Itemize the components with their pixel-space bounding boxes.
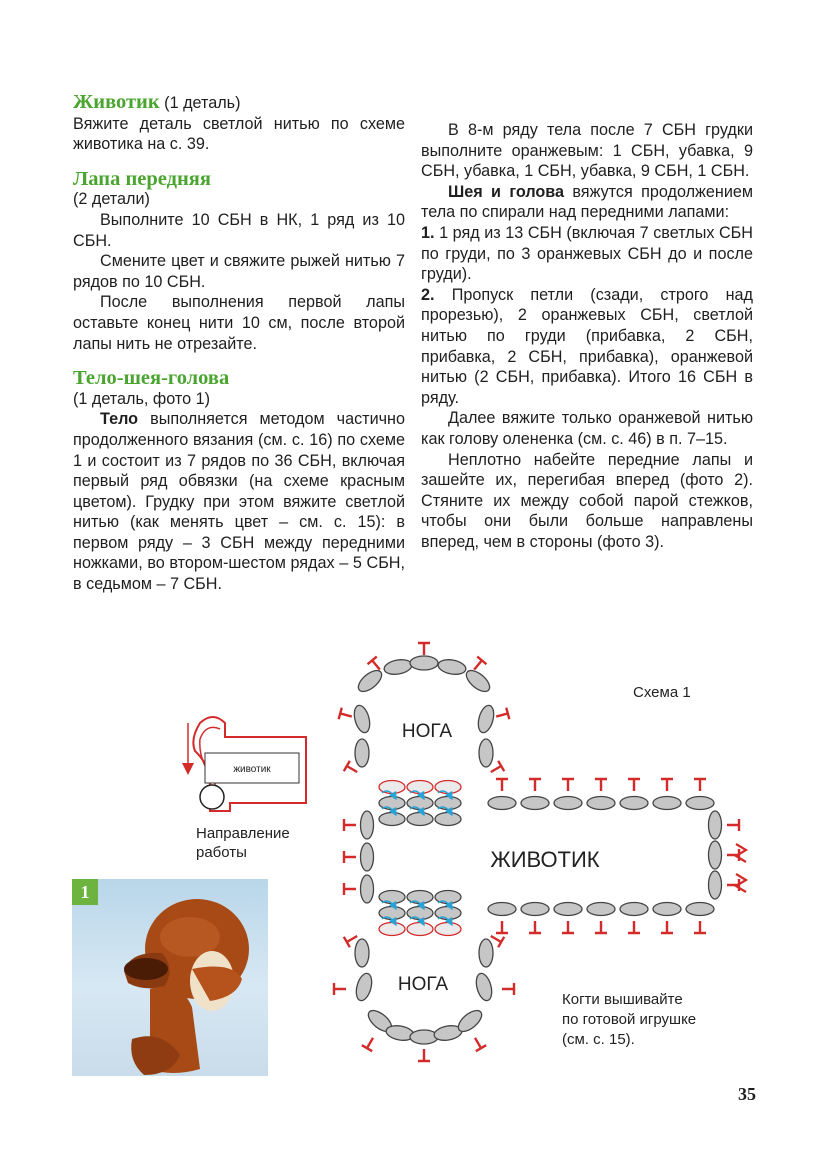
- top-leg-stitch: [355, 739, 369, 767]
- lower-grid-stitch: [379, 923, 405, 936]
- step-1-text: 1 ряд из 13 СБН (включая 7 светлых СБН по груди, по 3 оранжевых СБН до и после груди).: [421, 223, 753, 284]
- belly-bottom-stitch: [686, 903, 714, 916]
- claws-caption-line-3: (см. с. 15).: [562, 1031, 635, 1048]
- step-2: [421, 285, 753, 409]
- bottom-leg-stitch: [474, 972, 495, 1003]
- mini-belly-label: животик: [233, 764, 271, 775]
- leg-label-bottom: НОГА: [397, 974, 449, 995]
- top-leg-edge-stitch: [418, 643, 430, 655]
- left-side-stitch: [361, 875, 374, 903]
- left-side-edge-stitch: [344, 819, 356, 831]
- stuff-paragraph: Неплотно набейте передние лапы и зашейте их, перегибая вперед (фото 2). Стяните их между собой парой стежков, чтобы они были больше направлены вперед, чем в стороны (фото 3).: [421, 450, 753, 551]
- belly-top-stitch: [620, 797, 648, 810]
- claws-caption-line-2: по готовой игрушке: [562, 1011, 697, 1028]
- belly-bottom-stitch: [620, 903, 648, 916]
- left-side-edge-stitch: [344, 883, 356, 895]
- top-leg-stitch: [463, 667, 493, 696]
- row8-paragraph: В 8-м ряду тела после 7 СБН грудки выполните оранжевым: 1 СБН, убавка, 9 СБН, убавка, 1 СБН, убавка, 9 СБН, 1 СБН.: [421, 121, 753, 181]
- belly-bottom-edge-stitch: [496, 921, 508, 933]
- top-leg-stitch: [355, 667, 385, 696]
- bottom-leg-edge-stitch: [418, 1049, 430, 1061]
- belly-top-edge-stitch: [595, 779, 607, 791]
- belly-top-stitch: [653, 797, 681, 810]
- left-side-edge-stitch: [344, 851, 356, 863]
- top-leg-stitch: [383, 658, 413, 677]
- neck-text: вяжутся продолжением тела по спирали над передними лапами:: [421, 182, 753, 222]
- belly-bottom-edge-stitch: [595, 921, 607, 933]
- belly-bottom-stitch: [521, 903, 549, 916]
- right-side-stitch: [709, 811, 722, 839]
- belly-top-stitch: [521, 797, 549, 810]
- left-side-stitch: [361, 811, 374, 839]
- lower-grid-stitch: [435, 923, 461, 936]
- left-side-stitch: [361, 843, 374, 871]
- row-arrow-group: [382, 791, 452, 925]
- claw-mark: [736, 844, 746, 862]
- toy-neck-hole: [124, 958, 168, 980]
- direction-caption-line-1: Направление: [196, 825, 290, 842]
- step-1-number: 1.: [421, 223, 435, 242]
- belly-section-title: [73, 92, 405, 114]
- paw-count: (2 детали): [73, 190, 150, 209]
- bottom-leg-stitch: [354, 972, 375, 1003]
- scheme-label: Схема 1: [633, 684, 691, 701]
- upper-grid-stitch: [407, 813, 433, 826]
- bottom-leg-stitch: [410, 1030, 438, 1044]
- belly-top-stitch: [554, 797, 582, 810]
- belly-text: Вяжите деталь светлой нитью по схеме животика на с. 39.: [73, 114, 405, 154]
- belly-bottom-stitch: [488, 903, 516, 916]
- bottom-leg-edge-stitch: [362, 1035, 378, 1051]
- page-number: 35: [738, 1084, 756, 1104]
- direction-mini-diagram: [188, 717, 306, 811]
- top-leg-stitch: [352, 704, 373, 735]
- top-leg-stitch: [437, 658, 467, 677]
- further-paragraph: Далее вяжите только оранжевой нитью как голову олененка (см. с. 46) в п. 7–15.: [421, 409, 753, 448]
- claws-caption-line-1: Когти вышивайте: [562, 991, 683, 1008]
- left-column: [73, 92, 405, 595]
- belly-top-stitch: [686, 797, 714, 810]
- belly-top-edge-stitch: [529, 779, 541, 791]
- bottom-leg-edge-stitch: [334, 983, 346, 995]
- belly-bottom-edge-stitch: [529, 921, 541, 933]
- paw-paragraph-3: После выполнения первой лапы оставьте конец нити 10 см, после второй лапы нить не отрезайте.: [73, 293, 405, 353]
- step-1: [421, 223, 753, 285]
- top-leg-edge-stitch: [339, 708, 354, 723]
- paw-paragraph-1: Выполните 10 СБН в НК, 1 ряд из 10 СБН.: [73, 210, 405, 250]
- belly-bottom-edge-stitch: [628, 921, 640, 933]
- belly-top-edge-stitch: [628, 779, 640, 791]
- belly-count: (1 деталь): [159, 94, 241, 112]
- upper-grid-stitch: [435, 813, 461, 826]
- bottom-leg-stitch: [355, 939, 369, 967]
- leg-label-top: НОГА: [401, 721, 453, 742]
- belly-top-edge-stitch: [562, 779, 574, 791]
- belly-bottom-stitch: [587, 903, 615, 916]
- neck-lead: Шея и голова: [448, 182, 565, 201]
- belly-label: ЖИВОТИК: [490, 847, 600, 872]
- belly-bottom-edge-stitch: [661, 921, 673, 933]
- direction-caption-line-2: работы: [196, 844, 247, 861]
- body-count: (1 деталь, фото 1): [73, 389, 210, 408]
- bottom-leg-edge-stitch: [502, 983, 514, 995]
- belly-top-edge-stitch: [496, 779, 508, 791]
- top-leg-edge-stitch: [495, 708, 510, 723]
- mini-leg-circle: [200, 785, 224, 809]
- right-side-stitch: [709, 841, 722, 869]
- paw-heading: Лапа передняя: [73, 167, 211, 190]
- top-leg-stitch: [476, 704, 497, 735]
- belly-top-edge-stitch: [661, 779, 673, 791]
- top-leg-stitch: [410, 656, 438, 670]
- photo-illustration: [72, 879, 268, 1076]
- body-text: выполняется методом частично продолженного вязания (см. с. 16) по схеме 1 и состоит из 7 рядов по 36 СБН, включая первый ряд обвязки (на схеме красным цветом). Грудку при этом вяжите светлой нитью (как менять цвет – см. с. 15): в первом ряду – 3 СБН между передними ножками, во втором-шестом рядах – 5 СБН, в седьмом – 7 СБН.: [73, 410, 405, 594]
- step-2-text: Пропуск петли (сзади, строго над прорезью), 2 оранжевых СБН, светлой нитью по груди (прибавка, 2 СБН, прибавка, 2 СБН, прибавка), оранжевой нитью (2 СБН, прибавка). Итого 16 СБН в ряду.: [421, 285, 753, 407]
- bottom-leg-edge-stitch: [470, 1035, 486, 1051]
- right-side-edge-stitch: [727, 819, 739, 831]
- belly-top-stitch: [488, 797, 516, 810]
- belly-heading: Животик: [73, 91, 160, 113]
- body-heading: Тело-шея-голова: [73, 367, 230, 390]
- right-column: [421, 120, 753, 552]
- step-2-number: 2.: [421, 285, 435, 304]
- top-leg-stitch: [479, 739, 493, 767]
- toy-head-highlight: [160, 917, 220, 957]
- photo-badge: 1: [72, 879, 98, 905]
- body-lead: Тело: [100, 410, 139, 429]
- upper-grid-stitch: [379, 813, 405, 826]
- body-paragraph: [73, 409, 405, 594]
- belly-top-stitch: [587, 797, 615, 810]
- belly-bottom-edge-stitch: [562, 921, 574, 933]
- belly-bottom-edge-stitch: [694, 921, 706, 933]
- bottom-leg-stitch: [479, 939, 493, 967]
- neck-paragraph: [421, 182, 753, 223]
- claw-mark: [736, 874, 746, 892]
- lower-grid-stitch: [407, 923, 433, 936]
- paw-paragraph-2: Смените цвет и свяжите рыжей нитью 7 рядов по 10 СБН.: [73, 252, 405, 291]
- belly-top-edge-stitch: [694, 779, 706, 791]
- belly-bottom-stitch: [554, 903, 582, 916]
- right-side-stitch: [709, 871, 722, 899]
- photo-1: [72, 879, 268, 1076]
- belly-bottom-stitch: [653, 903, 681, 916]
